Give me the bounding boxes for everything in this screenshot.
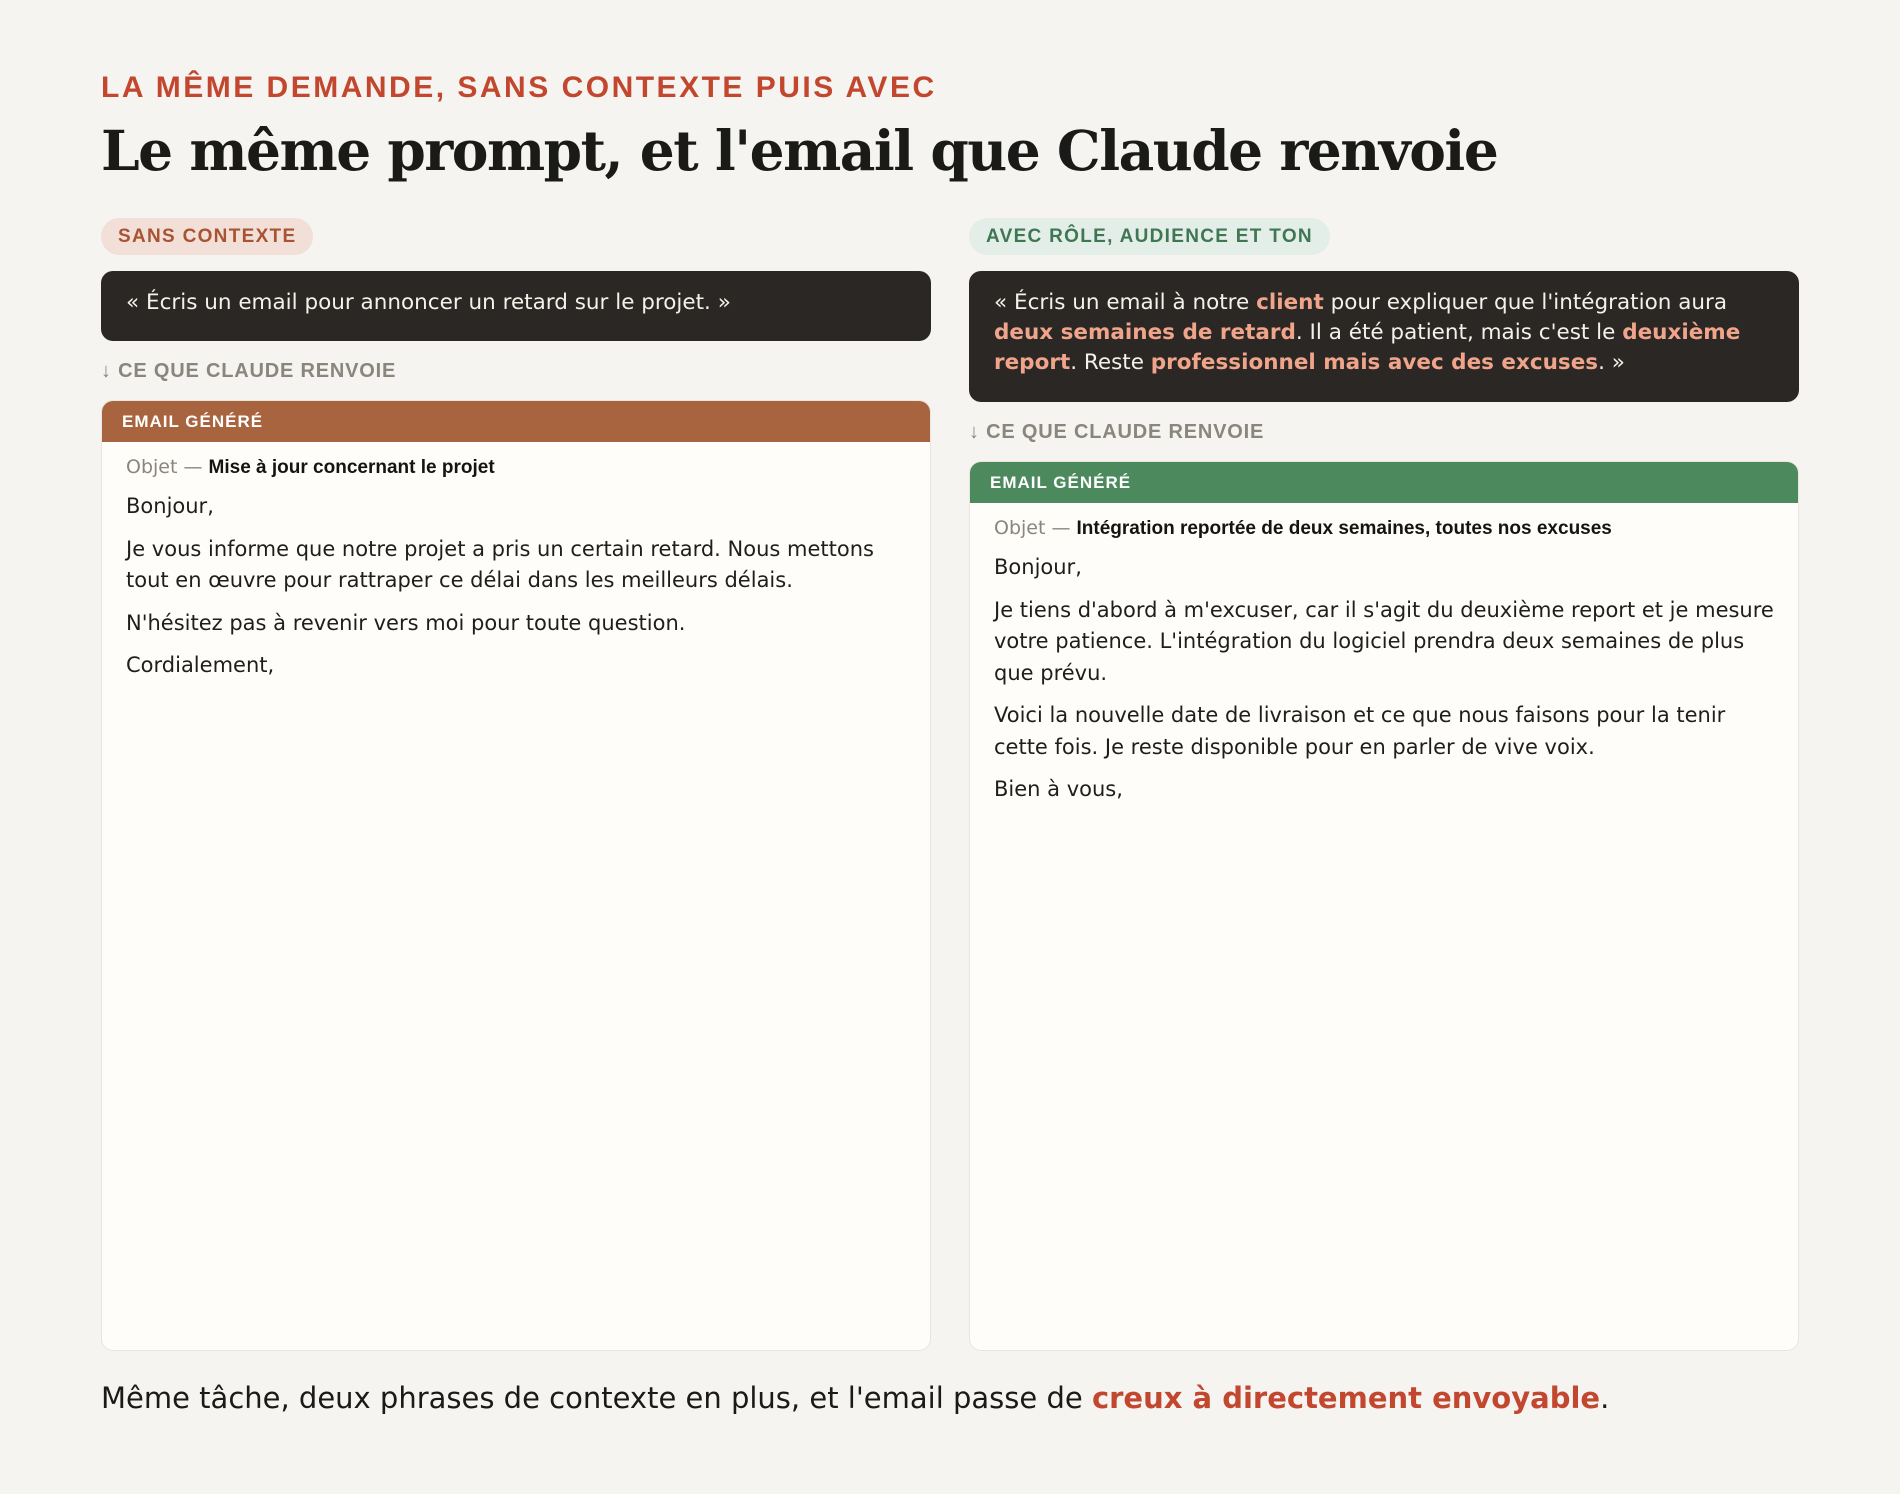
page-title: Le même prompt, et l'email que Claude renvoie xyxy=(101,118,1498,183)
prompt-text: . Il a été patient, mais c'est le xyxy=(1295,320,1623,345)
email-subject-line xyxy=(994,514,1774,543)
returns-label: ↓ CE QUE CLAUDE RENVOIE xyxy=(969,421,1265,443)
email-closing: Bien à vous, xyxy=(994,777,1123,801)
prompt-text: pour expliquer que l'intégration aura xyxy=(1323,290,1728,315)
page xyxy=(101,70,1799,801)
email-card-with-context xyxy=(969,461,1799,1351)
footer-accent: creux à directement envoyable xyxy=(1091,1381,1601,1415)
prompt-box-without-context: « Écris un email pour annoncer un retard sur le projet. » xyxy=(101,271,931,341)
email-card-without-context xyxy=(101,400,931,1351)
prompt-text: . Reste xyxy=(1070,350,1151,375)
email-paragraph: Voici la nouvelle date de livraison et ce que nous faisons pour la tenir cette fois. Je reste disponible pour en parler de vive voix. xyxy=(994,703,1726,759)
email-header: EMAIL GÉNÉRÉ xyxy=(970,462,1798,503)
email-paragraph: Je tiens d'abord à m'excuser, car il s'agit du deuxième report et je mesure votre patience. L'intégration du logiciel prendra deux semaines de plus que prévu. xyxy=(994,597,1774,685)
tag-without-context: SANS CONTEXTE xyxy=(101,218,313,255)
prompt-text: . » xyxy=(1598,350,1625,375)
subject-label: Objet — xyxy=(994,517,1071,539)
email-subject-line xyxy=(126,453,906,482)
prompt-text: « Écris un email à notre xyxy=(994,290,1257,315)
email-closing: Cordialement, xyxy=(126,653,275,677)
eyebrow: LA MÊME DEMANDE, SANS CONTEXTE PUIS AVEC xyxy=(101,71,937,104)
prompt-highlight: client xyxy=(1256,290,1324,315)
email-greeting: Bonjour, xyxy=(994,555,1082,579)
email-greeting: Bonjour, xyxy=(126,494,214,518)
footer-text: Même tâche, deux phrases de contexte en plus, et l'email passe de xyxy=(101,1381,1092,1415)
email-paragraph: Je vous informe que notre projet a pris un certain retard. Nous mettons tout en œuvre pour rattraper ce délai dans les meilleurs délais. xyxy=(126,536,874,592)
prompt-box-with-context xyxy=(969,271,1799,402)
returns-label: ↓ CE QUE CLAUDE RENVOIE xyxy=(101,360,397,382)
prompt-highlight: deuxième report xyxy=(994,320,1741,375)
subject-label: Objet — xyxy=(126,456,203,478)
comparison-columns xyxy=(101,218,1799,1351)
column-with-context xyxy=(969,218,1799,1351)
email-body xyxy=(102,442,930,713)
prompt-highlight: professionnel mais avec des excuses xyxy=(1150,350,1599,375)
subject-value: Mise à jour concernant le projet xyxy=(208,457,495,478)
email-paragraph: N'hésitez pas à revenir vers moi pour toute question. xyxy=(126,610,686,635)
email-body xyxy=(970,503,1798,837)
footer-caption xyxy=(101,1378,1609,1418)
prompt-highlight: deux semaines de retard xyxy=(994,320,1296,345)
subject-value: Intégration reportée de deux semaines, toutes nos excuses xyxy=(1076,518,1612,539)
email-header: EMAIL GÉNÉRÉ xyxy=(102,401,930,442)
footer-text-end: . xyxy=(1600,1381,1610,1415)
column-without-context xyxy=(101,218,931,1351)
tag-with-context: AVEC RÔLE, AUDIENCE ET TON xyxy=(969,218,1330,255)
